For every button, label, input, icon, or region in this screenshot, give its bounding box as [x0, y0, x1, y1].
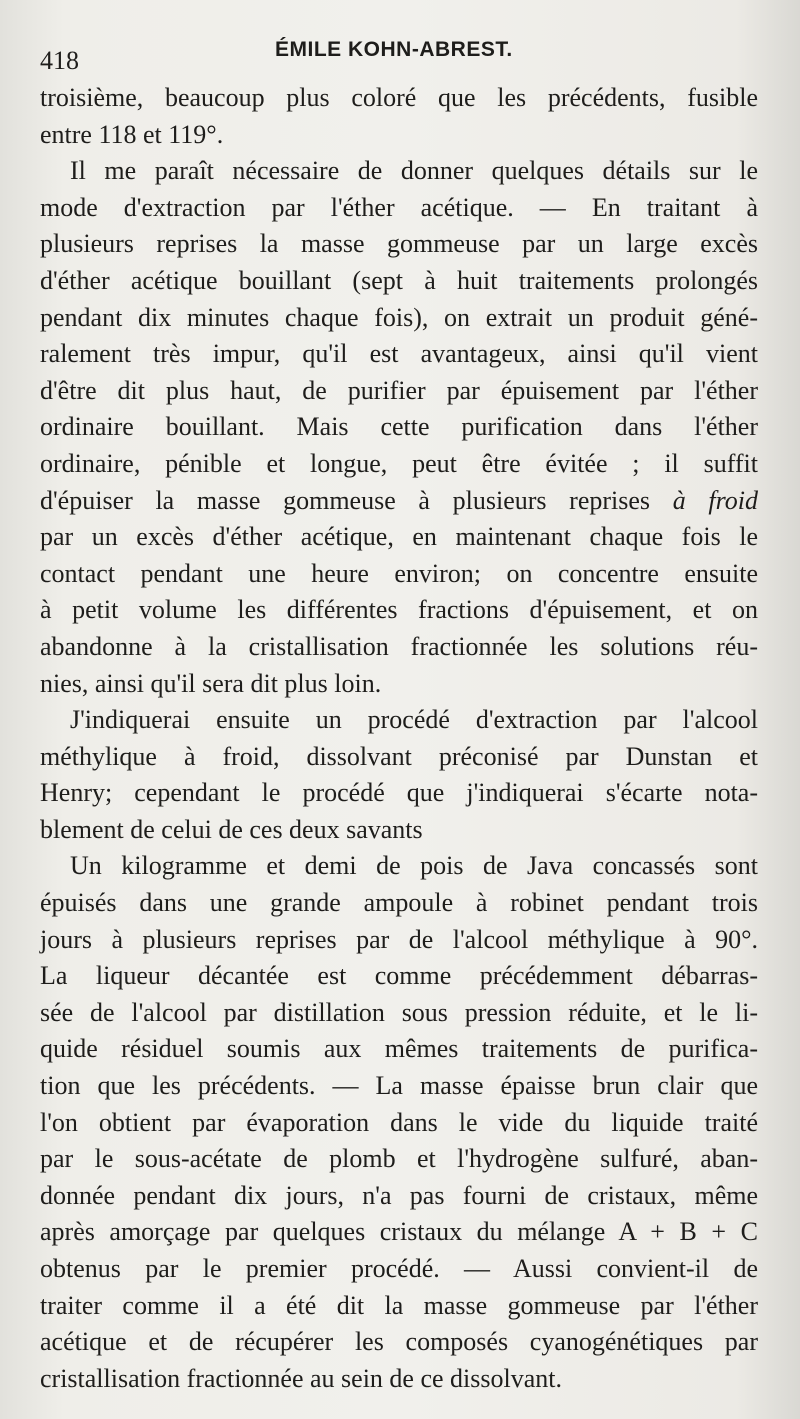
text-line	[40, 263, 758, 300]
text-line	[40, 592, 758, 629]
text-line-content: plusieurs reprises la masse gommeuse par un large excès	[40, 229, 758, 259]
text-line-content: traiter comme il a été dit la masse gommeuse par l'éther	[40, 1290, 758, 1320]
text-line	[40, 629, 758, 666]
text-line-content: jours à plusieurs reprises par de l'alcool méthylique à 90°.	[40, 924, 758, 954]
text-line	[40, 1178, 758, 1215]
text-line-content: acétique et de récupérer les composés cyanogénétiques par	[40, 1327, 758, 1357]
text-line	[40, 1251, 758, 1288]
text-line-content: Il me paraît nécessaire de donner quelques détails sur le	[70, 156, 758, 186]
text-line-content: abandonne à la cristallisation fractionnée les solutions réu-	[40, 631, 758, 661]
text-line	[40, 922, 758, 959]
text-line	[40, 300, 758, 337]
text-line	[40, 995, 758, 1032]
text-line-content: d'être dit plus haut, de purifier par épuisement par l'éther	[40, 375, 758, 405]
text-line-content: contact pendant une heure environ; on concentre ensuite	[40, 558, 758, 588]
text-line	[40, 1214, 758, 1251]
text-line-content: blement de celui de ces deux savants	[40, 814, 423, 844]
text-line-content: méthylique à froid, dissolvant préconisé par Dunstan et	[40, 741, 758, 771]
text-line	[40, 80, 758, 117]
text-line-content: ralement très impur, qu'il est avantageux, ainsi qu'il vient	[40, 339, 758, 369]
text-line-content: d'éther acétique bouillant (sept à huit traitements prolongés	[40, 265, 758, 295]
text-line	[40, 1031, 758, 1068]
text-line	[40, 336, 758, 373]
text-line-content: troisième, beaucoup plus coloré que les précédents, fusible	[40, 83, 758, 112]
text-line-content: par le sous-acétate de plomb et l'hydrogène sulfuré, aban-	[40, 1144, 758, 1174]
text-line	[40, 1361, 758, 1398]
text-line-content: Un kilogramme et demi de pois de Java concassés sont	[70, 851, 758, 881]
text-line-content: à petit volume les différentes fractions d'épuisement, et on	[40, 595, 758, 625]
text-line	[40, 1068, 758, 1105]
text-line	[40, 117, 758, 154]
text-line	[40, 812, 758, 849]
text-line-content: pendant dix minutes chaque fois), on extrait un produit géné-	[40, 302, 758, 332]
page-header	[40, 34, 760, 74]
text-line-content: quide résiduel soumis aux mêmes traitements de purifica-	[40, 1034, 758, 1064]
text-line-content: cristallisation fractionnée au sein de ce dissolvant.	[40, 1363, 562, 1393]
text-line-content: après amorçage par quelques cristaux du mélange A + B + C	[40, 1217, 758, 1247]
text-line	[40, 885, 758, 922]
text-line	[40, 409, 758, 446]
text-line	[40, 483, 758, 520]
text-line	[40, 666, 758, 703]
text-line-content: d'épuiser la masse gommeuse à plusieurs reprises	[40, 485, 673, 515]
page-number: 418	[40, 46, 79, 75]
text-line-content: donnée pendant dix jours, n'a pas fourni de cristaux, même	[40, 1180, 758, 1210]
text-line	[40, 446, 758, 483]
text-line-content: ordinaire bouillant. Mais cette purification dans l'éther	[40, 412, 758, 442]
text-line-content: par un excès d'éther acétique, en maintenant chaque fois le	[40, 522, 758, 552]
text-line	[40, 519, 758, 556]
text-line-content: épuisés dans une grande ampoule à robinet pendant trois	[40, 888, 758, 918]
text-line-content: Henry; cependant le procédé que j'indiquerai s'écarte nota-	[40, 778, 758, 808]
text-line	[40, 1324, 758, 1361]
text-line	[40, 373, 758, 410]
text-line	[40, 1105, 758, 1142]
italic-emphasis: à froid	[672, 485, 758, 515]
text-line	[40, 1141, 758, 1178]
text-line-content: obtenus par le premier procédé. — Aussi convient-il de	[40, 1254, 758, 1283]
body-text	[40, 80, 758, 1397]
text-line	[40, 226, 758, 263]
text-line-content: J'indiquerai ensuite un procédé d'extraction par l'alcool	[70, 705, 758, 735]
text-line	[40, 556, 758, 593]
text-line-content: entre 118 et 119°.	[40, 119, 224, 149]
text-line	[40, 848, 758, 885]
running-head: ÉMILE KOHN-ABREST.	[275, 38, 513, 61]
text-line-content: l'on obtient par évaporation dans le vide du liquide traité	[40, 1107, 758, 1137]
text-line-content: mode d'extraction par l'éther acétique. — En traitant à	[40, 192, 758, 222]
text-line	[40, 775, 758, 812]
text-line	[40, 1288, 758, 1325]
text-line-content: nies, ainsi qu'il sera dit plus loin.	[40, 668, 382, 698]
text-line	[40, 702, 758, 739]
text-line-content: tion que les précédents. — La masse épaisse brun clair que	[40, 1071, 758, 1101]
text-line-content: ordinaire, pénible et longue, peut être évitée ; il suffit	[40, 448, 758, 478]
text-line-content: sée de l'alcool par distillation sous pression réduite, et le li-	[40, 997, 758, 1027]
text-line	[40, 739, 758, 776]
text-line-content: La liqueur décantée est comme précédemment débarras-	[40, 961, 758, 991]
text-line	[40, 958, 758, 995]
text-line	[40, 153, 758, 190]
text-line	[40, 190, 758, 227]
